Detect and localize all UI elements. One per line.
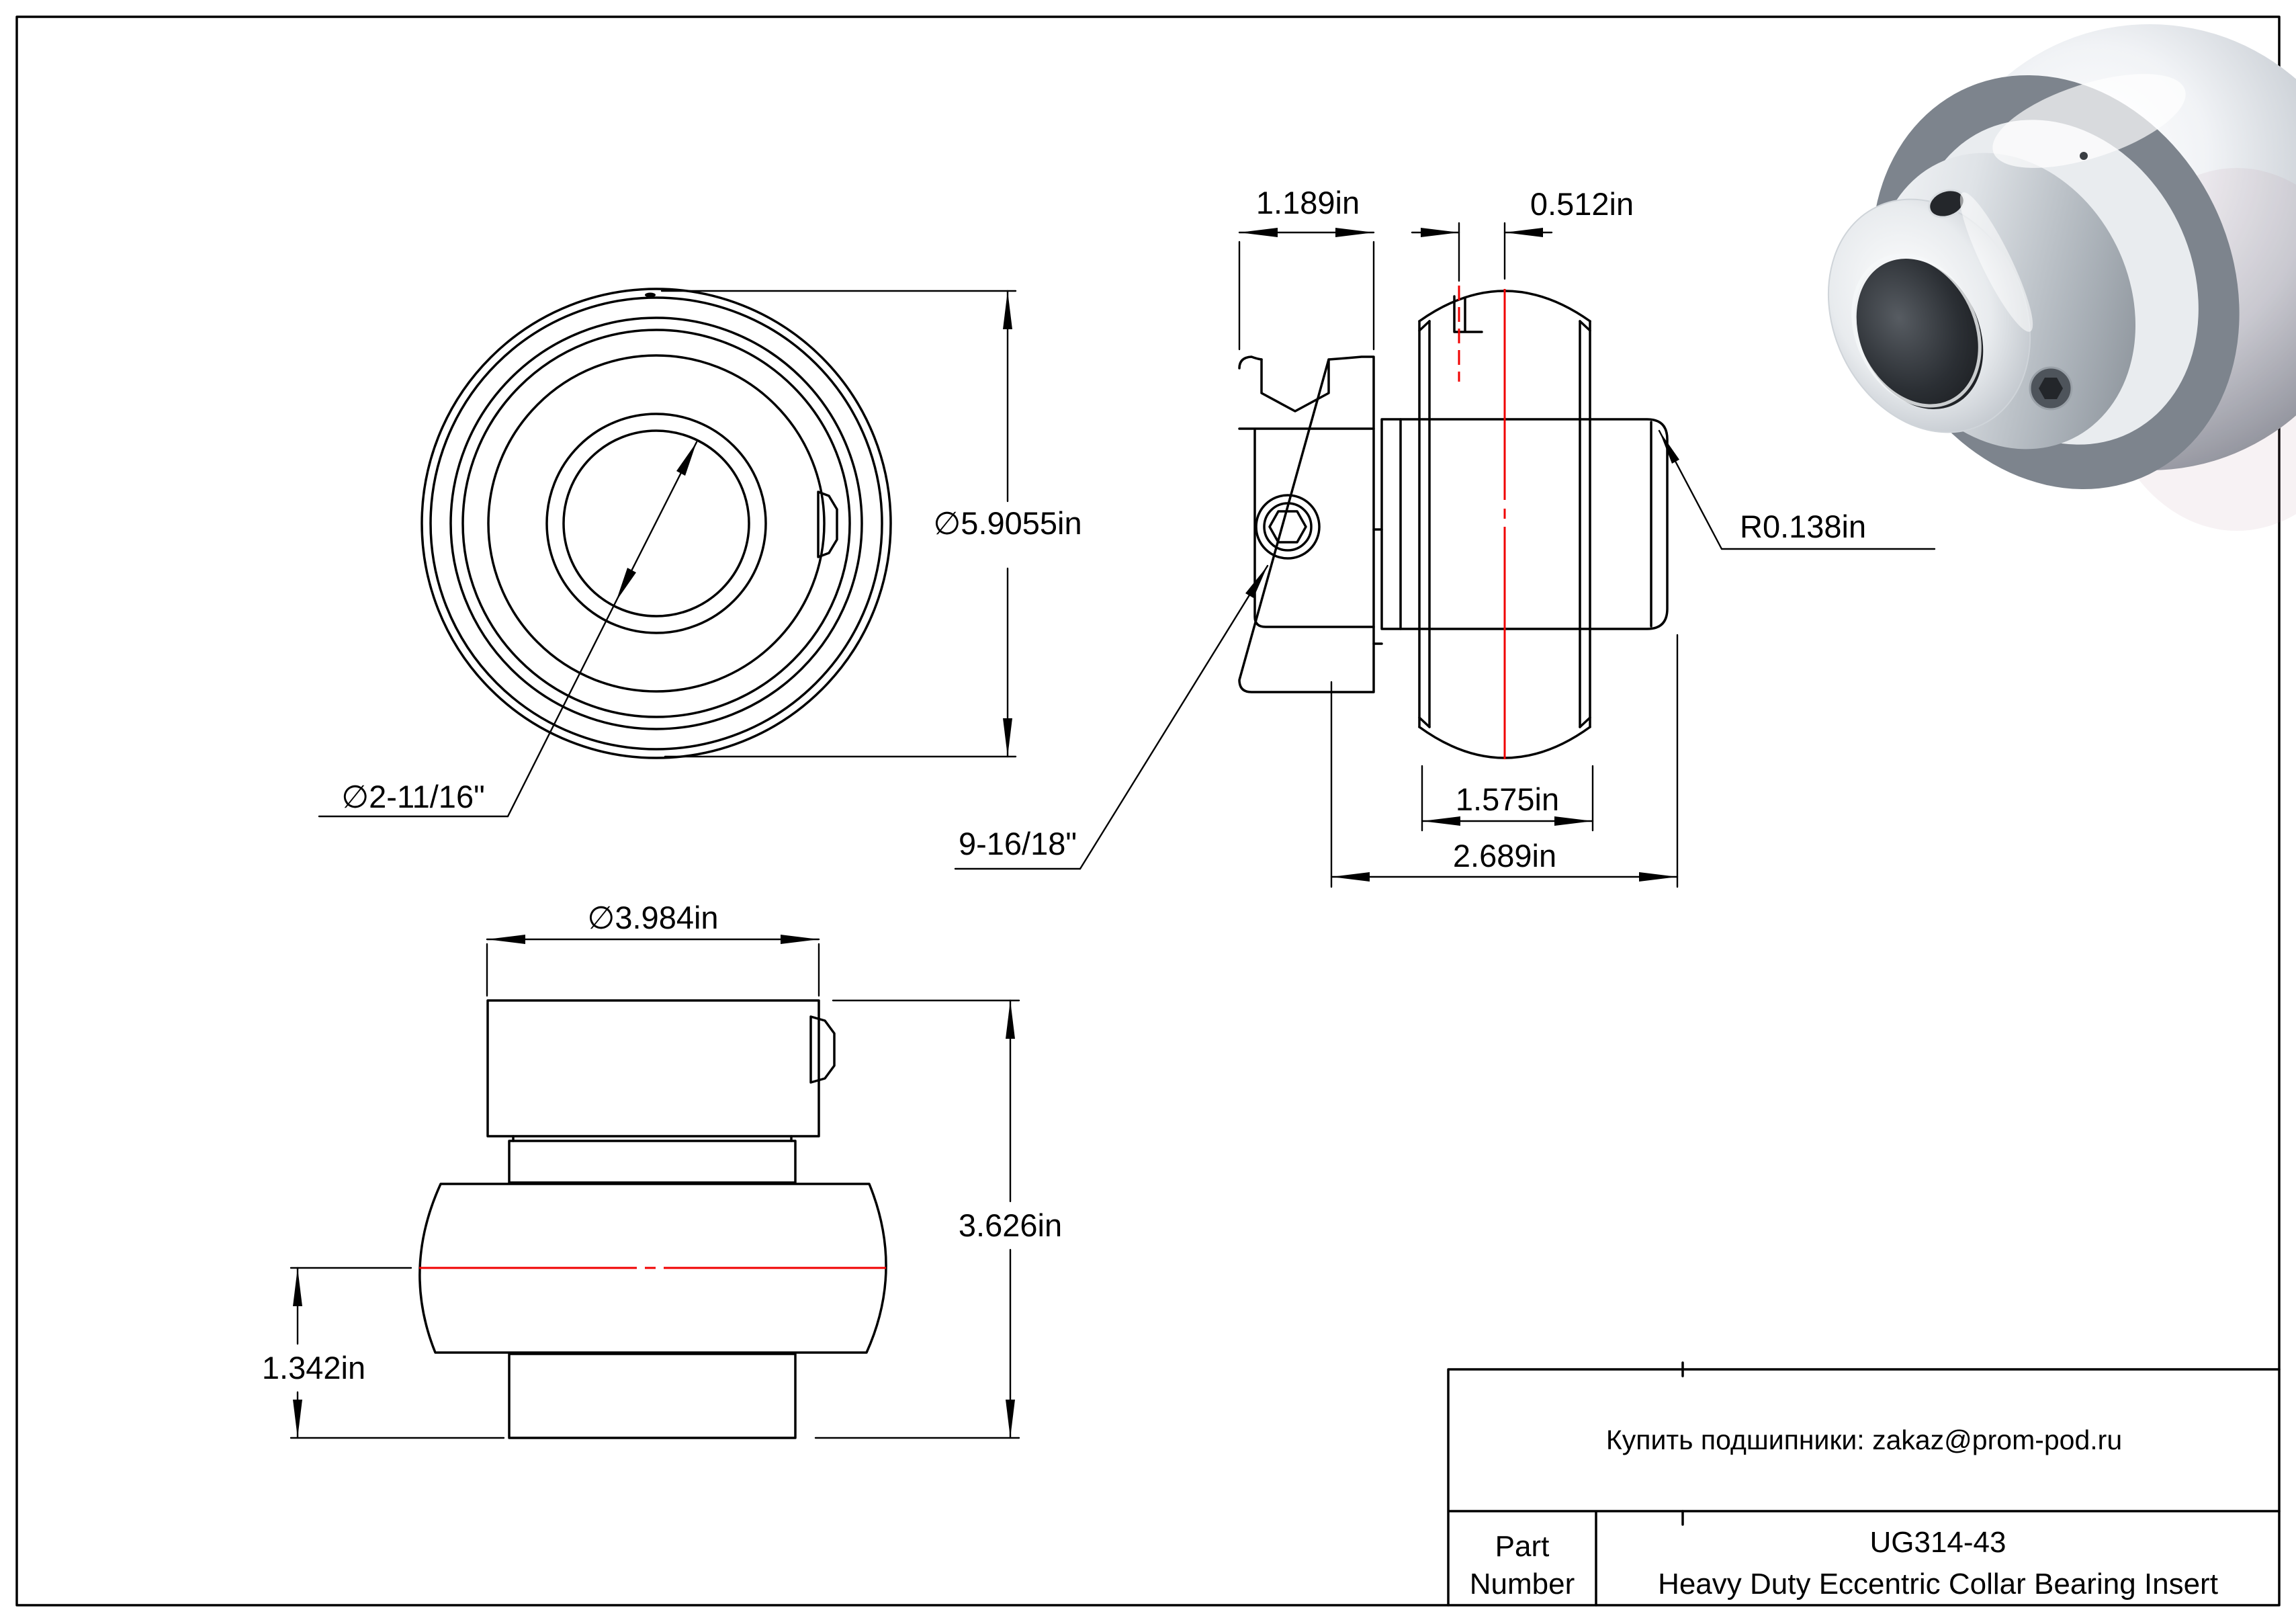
collar-outline [1239,357,1374,692]
dim-bore-diameter [319,442,697,816]
part-label-line1: Part [1495,1530,1550,1563]
part-number: UG314-43 [1869,1526,2006,1559]
supplier-note: Купить подшипники: zakaz@prom-pod.ru [1605,1424,2123,1455]
dim-overall-height [815,1000,1062,1438]
collar-rect [488,1000,819,1136]
collar-inner-profile [1255,430,1374,627]
part-description: Heavy Duty Eccentric Collar Bearing Insert [1658,1568,2218,1600]
bottom-view [419,1000,886,1438]
inner-ring-step-upper [509,1141,795,1183]
outer-ring-body [1382,419,1667,629]
title-block [1448,1363,2279,1605]
collar-v-notch [1262,359,1329,411]
outer-diameter-label: ∅5.9055in [933,505,1082,541]
dim-inner-ring-width [1422,766,1593,830]
fillet-radius-label: R0.138in [1740,509,1867,544]
dim-keyway-offset [1412,186,1634,281]
top-index-mark [645,293,656,298]
overall-width-label: 2.689in [1452,838,1557,873]
inner-ring-width-label: 1.575in [1455,781,1560,817]
bearing-3d-render [1790,13,2296,551]
bore-diameter-label: ∅2-11/16" [341,779,485,814]
collar-detent-tab [818,492,837,557]
render-dimple [2080,152,2088,160]
dim-outer-diameter [662,291,1082,757]
overall-height-label: 3.626in [958,1207,1063,1243]
dim-set-screw-thread [955,566,1268,869]
section-view [1239,286,1667,759]
collar-detent-tab-side [811,1017,834,1082]
set-screw-thread-label: 9-16/18" [958,826,1077,861]
dim-collar-od [487,900,819,996]
collar-od-label: ∅3.984in [587,900,719,935]
inner-ring-step-lower [509,1354,795,1438]
collar-width-label: 1.189in [1255,185,1360,220]
center-height-label: 1.342in [261,1350,366,1385]
part-label-line2: Number [1469,1568,1575,1600]
set-screw-hex-socket [1270,511,1306,542]
dim-fillet-radius [1659,431,1935,549]
dim-collar-width [1239,185,1374,349]
keyway-offset-label: 0.512in [1530,186,1634,222]
